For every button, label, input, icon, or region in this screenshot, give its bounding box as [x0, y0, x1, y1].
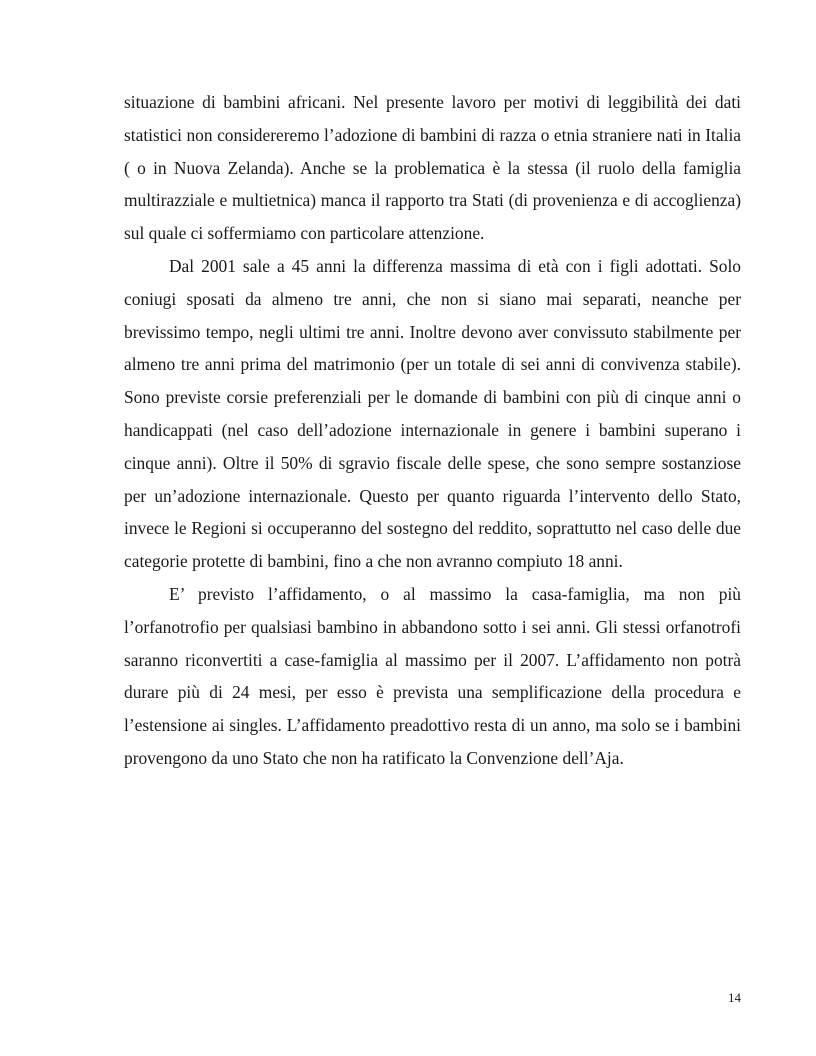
- page-number: 14: [728, 990, 741, 1005]
- paragraph-continuation: situazione di bambini africani. Nel presente lavoro per motivi di leggibilità dei dati statistici non considereremo l’adozione di bambini di razza o etnia straniere nati in Italia ( o in Nuova Zelanda). Anche se la problematica è la stessa (il ruolo della famiglia multirazziale e multietnica) manca il rapporto tra Stati (di provenienza e di accoglienza) sul quale ci soffermiamo con particolare attenzione.: [124, 92, 741, 244]
- paragraph-adoption-requirements: Dal 2001 sale a 45 anni la differenza massima di età con i figli adottati. Solo coniugi sposati da almeno tre anni, che non si siano mai separati, neanche per brevissimo tempo, negli ultimi tre anni. Inoltre devono aver convissuto stabilmente per almeno tre anni prima del matrimonio (per un totale di sei anni di convivenza stabile). Sono previste corsie preferenziali per le domande di bambini con più di cinque anni o handicappati (nel caso dell’adozione internazionale in genere i bambini superano i cinque anni). Oltre il 50% di sgravio fiscale delle spese, che sono sempre sostanziose per un’adozione internazionale. Questo per quanto riguarda l’intervento dello Stato, invece le Regioni si occuperanno del sostegno del reddito, soprattutto nel caso delle due categorie protette di bambini, fino a che non avranno compiuto 18 anni.: [124, 255, 741, 572]
- document-body: [124, 86, 741, 775]
- paragraph-foster-care: E’ previsto l’affidamento, o al massimo la casa-famiglia, ma non più l’orfanotrofio per qualsiasi bambino in abbandono sotto i sei anni. Gli stessi orfanotrofi saranno riconvertiti a case-famiglia al massimo per il 2007. L’affidamento non potrà durare più di 24 mesi, per esso è prevista una semplificazione della procedura e l’estensione ai singles. L’affidamento preadottivo resta di un anno, ma solo se i bambini provengono da uno Stato che non ha ratificato la Convenzione dell’Aja.: [124, 583, 741, 768]
